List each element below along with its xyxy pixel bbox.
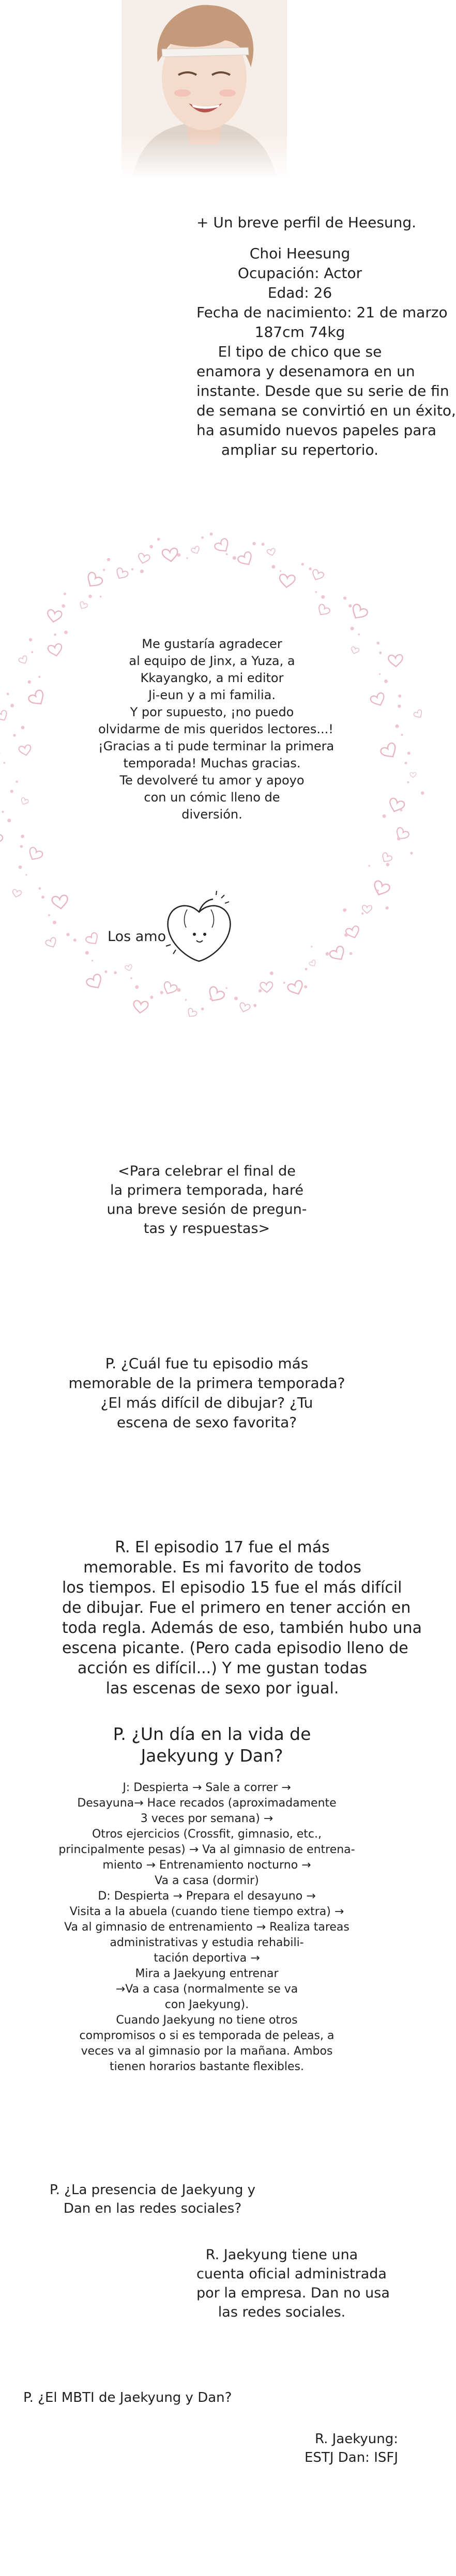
apple-heart-doodle-icon (155, 889, 243, 971)
wreath-dot (270, 971, 273, 975)
heart-icon (279, 574, 295, 588)
profile-line: El tipo de chico que se (218, 343, 382, 360)
wreath-dot (376, 642, 379, 645)
answer-line: miento → Entrenamiento nocturno → (102, 1859, 311, 1872)
wreath-dot (29, 638, 32, 641)
wreath-dot (301, 563, 304, 565)
wreath-dot (64, 630, 68, 634)
heart-icon (52, 895, 69, 910)
thanks-message (98, 636, 335, 823)
wreath-dot (39, 887, 41, 890)
wreath-dot (410, 852, 413, 854)
wreath-dot (107, 558, 110, 561)
wreath-dot (376, 889, 378, 891)
answer-line: tienen horarios bastante flexibles. (109, 2060, 304, 2073)
wreath-dot (104, 970, 107, 973)
wreath-dot (66, 933, 69, 936)
wreath-dot (398, 705, 401, 708)
wreath-dot (421, 791, 424, 794)
question-line: escena de sexo favorita? (116, 1414, 297, 1431)
wreath-dot (7, 819, 11, 822)
question-line: Dan en las redes sociales? (63, 2201, 242, 2216)
wreath-dot (311, 946, 312, 947)
wreath-dot (19, 866, 22, 869)
answer-2 (52, 1780, 362, 2075)
wreath-dot (25, 874, 27, 875)
wreath-dot (10, 704, 14, 707)
answer-line: Va a casa (dormir) (155, 1874, 259, 1887)
wreath-dot (383, 814, 386, 818)
heart-icon (267, 548, 276, 557)
wreath-dot (343, 908, 346, 912)
answer-1 (62, 1537, 422, 1699)
heart-icon (387, 797, 405, 814)
answer-line: memorable. Es mi favorito de todos (83, 1559, 361, 1577)
heart-icon (316, 604, 331, 618)
answer-line: de dibujar. Fue el primero en tener acción en (62, 1599, 411, 1617)
wreath-dot (177, 988, 180, 992)
heart-icon (260, 982, 273, 993)
answer-line: compromisos o si es temporada de peleas, a (79, 2029, 335, 2042)
thanks-line: Kkayangko, a mi editor (140, 671, 284, 685)
heart-icon (379, 742, 399, 761)
heart-icon (162, 548, 178, 562)
wreath-dot (407, 781, 409, 783)
answer-line: las redes sociales. (218, 2304, 346, 2320)
wreath-dot (41, 896, 44, 899)
wreath-dot (361, 913, 363, 915)
wreath-dot (386, 863, 390, 867)
question-3 (31, 2181, 274, 2218)
wreath-dot (131, 568, 133, 570)
heart-icon (161, 981, 178, 996)
profile-line: Fecha de nacimiento: 21 de marzo (196, 304, 448, 321)
answer-line: por la empresa. Dan no usa (196, 2285, 390, 2301)
wreath-dot (396, 724, 399, 728)
wreath-dot (321, 595, 325, 599)
heart-icon (133, 1000, 148, 1014)
wreath-dot (16, 781, 18, 783)
answer-line: 3 veces por semana) → (140, 1812, 273, 1825)
wreath-dot (398, 695, 401, 698)
wreath-dot (259, 989, 262, 992)
question-line: memorable de la primera temporada? (68, 1375, 345, 1392)
heart-icon (214, 537, 232, 555)
wreath-dot (326, 952, 329, 955)
answer-line: Desayuna→ Hace recados (aproximadamente (77, 1797, 337, 1810)
wreath-dot (54, 634, 56, 636)
answer-line: con Jaekyung). (164, 1998, 249, 2011)
answer-line: Va al gimnasio de entrenamiento → Realiza tareas (64, 1921, 349, 1934)
heart-icon (238, 1002, 251, 1013)
wreath-dot (379, 652, 382, 654)
profile-intro: + Un breve perfil de Heesung. (196, 214, 417, 231)
answer-line: Cuando Jaekyung no tiene otros (116, 2014, 298, 2027)
answer-line: los tiempos. El episodio 15 fue el más difícil (62, 1579, 402, 1597)
answer-line: R. Jaekyung: (314, 2431, 398, 2447)
heart-icon (370, 692, 387, 708)
profile-line: instante. Desde que su serie de fin (196, 382, 449, 399)
wreath-dot (233, 556, 236, 560)
heesung-portrait (121, 0, 287, 178)
thanks-line: Ji-eun y a mi familia. (148, 688, 276, 702)
wreath-dot (209, 997, 212, 1000)
announce-line: <Para celebrar el final de (118, 1163, 296, 1179)
wreath-dot (103, 569, 105, 571)
announce-line: tas y respuestas> (143, 1221, 270, 1237)
wreath-dot (149, 545, 153, 549)
wreath-dot (234, 997, 238, 1000)
wreath-dot (130, 977, 132, 979)
answer-line: veces va al gimnasio por la mañana. Ambos (81, 2045, 333, 2058)
wreath-dot (348, 604, 352, 607)
wreath-dot (73, 938, 77, 942)
heart-icon (19, 745, 32, 757)
heart-icon (114, 567, 129, 581)
wreath-dot (92, 960, 93, 962)
wreath-dot (53, 921, 56, 924)
wreath-dot (48, 914, 50, 916)
wreath-dot (85, 951, 89, 954)
wreath-dot (100, 596, 102, 598)
answer-line: ESTJ Dan: ISFJ (305, 2450, 398, 2465)
wreath-dot (400, 809, 403, 811)
wreath-dot (401, 734, 403, 736)
wreath-dot (304, 985, 307, 989)
heart-icon (388, 655, 403, 667)
answer-line: Mira a Jaekyung entrenar (135, 1967, 279, 1980)
wreath-dot (187, 558, 188, 559)
thanks-line: diversión. (181, 807, 242, 822)
wreath-dot (226, 988, 227, 989)
announce-line: la primera temporada, haré (110, 1182, 303, 1198)
heart-icon (137, 553, 150, 565)
answer-line: toda regla. Además de eso, también hubo una (62, 1619, 422, 1637)
question-line: P. ¿La presencia de Jaekyung y (50, 2182, 255, 2198)
question-1 (52, 1354, 362, 1432)
wreath-dot (201, 536, 204, 539)
thanks-line: temporada! Muchas gracias. (123, 756, 301, 770)
wreath-dot (64, 593, 66, 595)
wreath-dot (315, 591, 317, 593)
wreath-dot (135, 985, 139, 989)
wreath-dot (271, 565, 275, 568)
wreath-dot (344, 933, 348, 937)
wreath-dot (10, 790, 13, 793)
profile-line: ha asumido nuevos papeles para (196, 422, 437, 439)
heart-icon (362, 905, 372, 914)
wreath-dot (397, 837, 401, 841)
heart-icon (237, 551, 255, 568)
heart-icon (78, 601, 88, 610)
question-2 (103, 1723, 321, 1767)
answer-line: R. Jaekyung tiene una (205, 2247, 358, 2263)
thanks-line: ¡Gracias a ti pude terminar la primera (98, 739, 335, 753)
answer-line: D: Despierta → Prepara el desayuno → (98, 1890, 316, 1903)
wreath-dot (2, 811, 4, 813)
wreath-dot (210, 533, 213, 536)
answer-line: escena picante. (Pero cada episodio lleno de (62, 1639, 408, 1657)
wreath-dot (305, 968, 308, 970)
profile-line: Ocupación: Actor (237, 265, 362, 282)
answer-4 (253, 2430, 398, 2467)
thanks-line: Y por supuesto, ¡no puedo (130, 705, 294, 719)
wreath-dot (358, 634, 360, 636)
answer-line: las escenas de sexo por igual. (105, 1679, 339, 1698)
qa-announcement (103, 1162, 310, 1238)
wreath-dot (114, 971, 117, 974)
heart-icon (310, 569, 324, 582)
wreath-dot (253, 1004, 256, 1007)
wreath-dot (201, 1008, 204, 1011)
heart-icon (85, 932, 100, 947)
answer-line: cuenta oficial administrada (196, 2266, 387, 2282)
question-line: P. ¿Cuál fue tu episodio más (105, 1355, 309, 1372)
answer-line: administrativas y estudia rehabili- (110, 1936, 304, 1949)
heart-icon (26, 846, 43, 862)
wreath-dot (150, 996, 153, 999)
heart-icon (206, 985, 226, 1005)
answer-line: Visita a la abuela (cuando tiene tiempo extra) → (69, 1905, 344, 1918)
heart-icon (380, 852, 393, 865)
heart-icon (84, 571, 103, 590)
heart-icon (27, 689, 48, 708)
answer-line: tación deportiva → (154, 1952, 260, 1965)
wreath-dot (309, 567, 312, 570)
wreath-dot (177, 553, 181, 557)
wreath-dot (185, 999, 187, 1001)
wreath-dot (343, 596, 346, 599)
heart-icon (309, 960, 317, 968)
thanks-line: al equipo de Jinx, a Yuza, a (129, 654, 295, 668)
wreath-dot (351, 627, 354, 630)
heart-icon (329, 945, 348, 963)
profile-name: Choi Heesung (249, 245, 351, 262)
heart-icon (410, 773, 416, 778)
heart-icon (191, 546, 201, 555)
heart-icon (287, 980, 306, 997)
heart-icon (45, 937, 58, 949)
wreath-dot (226, 553, 228, 555)
heart-icon (349, 603, 369, 622)
answer-3 (196, 2245, 390, 2322)
announce-line: una breve sesión de pregun- (107, 1201, 307, 1217)
wreath-dot (262, 543, 265, 546)
wreath-dot (283, 982, 285, 984)
wreath-dot (38, 676, 40, 678)
wreath-dot (407, 752, 411, 755)
answer-line: Otros ejercicios (Crossfit, gimnasio, etc., (92, 1828, 322, 1841)
thanks-line: con un cómic lleno de (144, 790, 280, 805)
profile-line: 187cm 74kg (254, 323, 345, 341)
heart-icon (186, 1008, 197, 1019)
heart-icon (20, 797, 29, 806)
wreath-dot (88, 595, 92, 598)
wreath-dot (21, 835, 24, 838)
wreath-dot (4, 762, 6, 764)
wreath-dot (160, 991, 163, 994)
heart-icon (0, 829, 4, 847)
question-line: Jaekyung y Dan? (141, 1746, 283, 1766)
heart-icon (48, 643, 64, 657)
answer-line: principalmente pesas) → Va al gimnasio de entrena- (58, 1843, 355, 1856)
wreath-dot (252, 542, 255, 545)
wreath-dot (62, 604, 65, 608)
thanks-line: Me gustaría agradecer (142, 637, 282, 651)
question-4: P. ¿El MBTI de Jaekyung y Dan? (23, 2390, 232, 2405)
profile-line: ampliar su repertorio. (221, 441, 379, 458)
question-line: ¿El más difícil de dibujar? ¿Tu (100, 1394, 313, 1411)
profile-section (196, 213, 456, 460)
wreath-dot (384, 680, 388, 683)
wreath-dot (280, 570, 281, 572)
profile-line: enamora y desenamora en un (196, 363, 415, 380)
answer-line: acción es difícil...) Y me gustan todas (77, 1659, 368, 1677)
heart-icon (393, 827, 410, 842)
wreath-dot (405, 762, 407, 764)
heart-icon (125, 964, 133, 971)
answer-line: R. El episodio 17 fue el más (115, 1538, 330, 1556)
answer-line: J: Despierta → Sale a correr → (123, 1781, 291, 1794)
wreath-dot (20, 845, 23, 848)
wreath-dot (379, 673, 381, 675)
thanks-line: Te devolveré tu amor y apoyo (119, 773, 305, 788)
answer-line: →Va a casa (normalmente se va (115, 1983, 298, 1996)
profile-line: Edad: 26 (267, 284, 332, 301)
heart-icon (47, 609, 63, 623)
wreath-dot (386, 906, 389, 909)
wreath-dot (27, 681, 31, 684)
question-line: P. ¿Un día en la vida de (113, 1724, 311, 1744)
wreath-dot (31, 651, 33, 653)
wreath-dot (157, 538, 160, 541)
heart-icon (350, 646, 359, 655)
heart-icon (18, 655, 29, 666)
wreath-dot (7, 693, 9, 696)
heart-icon (413, 709, 424, 719)
wreath-dot (368, 865, 370, 867)
heart-icon (371, 880, 390, 898)
heart-icon (345, 925, 361, 940)
heart-icon (0, 709, 9, 722)
wreath-dot (13, 734, 16, 736)
heart-icon (85, 973, 104, 992)
love-label: Los amo (108, 929, 166, 945)
wreath-dot (140, 569, 144, 573)
heart-icon (11, 889, 22, 898)
wreath-dot (21, 726, 25, 730)
wreath-dot (349, 952, 353, 955)
thanks-line: olvidarme de mis queridos lectores...! (98, 722, 333, 736)
profile-line: de semana se convirtió en un éxito, (196, 402, 456, 419)
